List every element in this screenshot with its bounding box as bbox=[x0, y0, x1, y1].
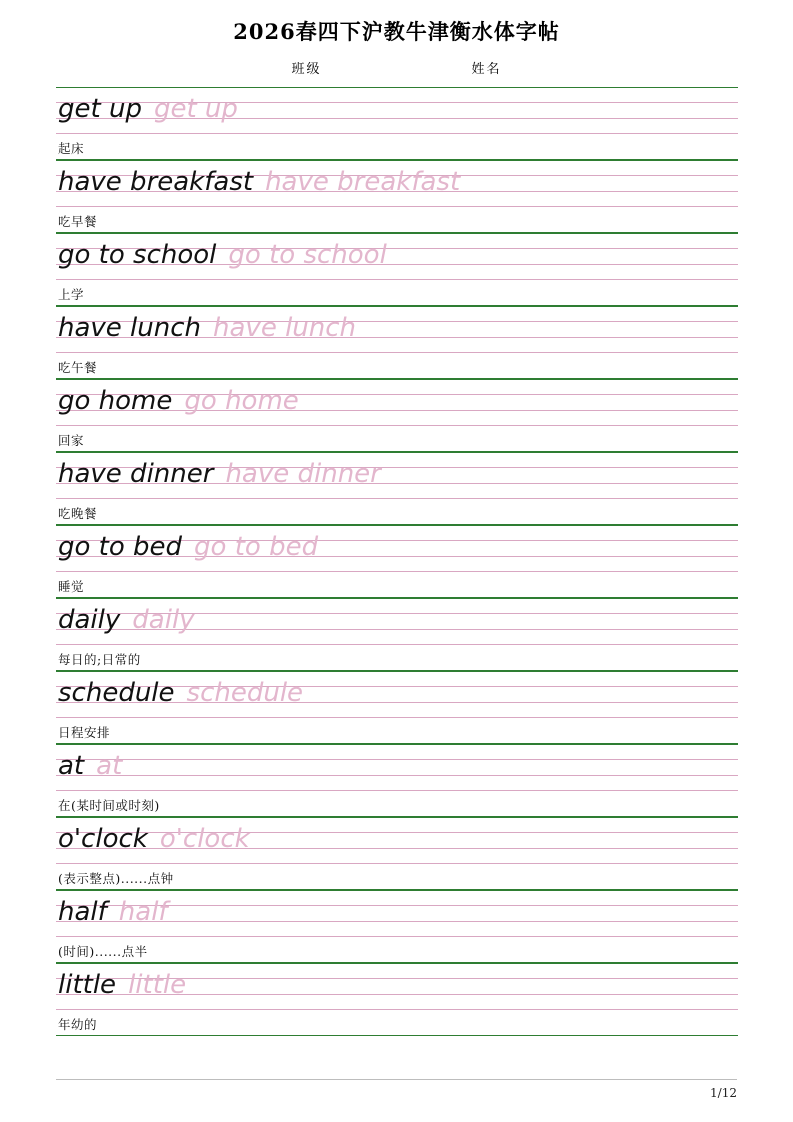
writing-staff bbox=[56, 87, 738, 134]
page-title: 2026春四下沪教牛津衡水体字帖 bbox=[233, 19, 560, 44]
word-trace-text: at bbox=[96, 750, 123, 781]
staff-line-top bbox=[56, 744, 738, 745]
practice-entry bbox=[56, 233, 738, 306]
writing-staff bbox=[56, 306, 738, 353]
translation-row bbox=[56, 718, 738, 744]
word-text: go to school bbox=[58, 239, 217, 270]
translation-row bbox=[56, 937, 738, 963]
footer-divider bbox=[56, 1079, 737, 1080]
writing-staff bbox=[56, 160, 738, 207]
word-text: have dinner bbox=[58, 458, 214, 489]
translation-row bbox=[56, 791, 738, 817]
practice-entry bbox=[56, 817, 738, 890]
word-layer bbox=[58, 963, 186, 1010]
class-label: 班级 bbox=[291, 62, 322, 77]
word-trace-text: go home bbox=[184, 385, 299, 416]
word-layer bbox=[58, 379, 299, 426]
translation-row bbox=[56, 353, 738, 379]
translation-row bbox=[56, 1010, 738, 1036]
translation-row bbox=[56, 207, 738, 233]
translation-row bbox=[56, 134, 738, 160]
practice-entry bbox=[56, 379, 738, 452]
word-layer bbox=[58, 87, 238, 134]
translation-text: (时间)......点半 bbox=[58, 944, 148, 959]
word-trace-text: daily bbox=[132, 604, 195, 635]
writing-staff bbox=[56, 233, 738, 280]
practice-entry bbox=[56, 452, 738, 525]
page-number: 1/12 bbox=[710, 1086, 737, 1100]
writing-staff bbox=[56, 817, 738, 864]
word-text: half bbox=[58, 896, 107, 927]
translation-text: 吃早餐 bbox=[58, 214, 98, 229]
word-trace-text: little bbox=[128, 969, 187, 1000]
student-info-row bbox=[0, 58, 793, 77]
word-text: go home bbox=[58, 385, 173, 416]
writing-staff bbox=[56, 963, 738, 1010]
writing-staff bbox=[56, 379, 738, 426]
word-layer bbox=[58, 744, 122, 791]
word-layer bbox=[58, 306, 356, 353]
word-text: o'clock bbox=[58, 823, 148, 854]
word-trace-text: schedule bbox=[186, 677, 304, 708]
writing-staff bbox=[56, 671, 738, 718]
word-text: get up bbox=[58, 93, 142, 124]
practice-entry bbox=[56, 87, 738, 160]
translation-text: 日程安排 bbox=[58, 725, 111, 740]
practice-entry bbox=[56, 744, 738, 817]
page-footer bbox=[56, 1079, 737, 1100]
word-text: daily bbox=[58, 604, 121, 635]
word-text: little bbox=[58, 969, 117, 1000]
word-trace-text: have breakfast bbox=[265, 166, 461, 197]
translation-row bbox=[56, 645, 738, 671]
word-trace-text: half bbox=[118, 896, 168, 927]
word-trace-text: get up bbox=[153, 93, 238, 124]
practice-sheet bbox=[56, 87, 738, 1036]
translation-text: 上学 bbox=[58, 287, 85, 302]
staff-line-upper-mid bbox=[56, 759, 738, 760]
word-text: schedule bbox=[58, 677, 175, 708]
practice-entry bbox=[56, 160, 738, 233]
word-trace-text: have lunch bbox=[213, 312, 357, 343]
writing-staff bbox=[56, 452, 738, 499]
practice-entry bbox=[56, 890, 738, 963]
translation-text: 吃午餐 bbox=[58, 360, 98, 375]
word-layer bbox=[58, 671, 303, 718]
word-trace-text: have dinner bbox=[225, 458, 381, 489]
translation-text: 年幼的 bbox=[58, 1017, 98, 1032]
word-text: go to bed bbox=[58, 531, 183, 562]
practice-entry bbox=[56, 525, 738, 598]
word-layer bbox=[58, 890, 168, 937]
translation-text: 起床 bbox=[58, 141, 85, 156]
word-text: have breakfast bbox=[58, 166, 254, 197]
translation-row bbox=[56, 426, 738, 452]
practice-entry bbox=[56, 306, 738, 379]
translation-text: (表示整点)......点钟 bbox=[58, 871, 174, 886]
translation-row bbox=[56, 280, 738, 306]
writing-staff bbox=[56, 890, 738, 937]
translation-row bbox=[56, 864, 738, 890]
entry-divider bbox=[56, 1035, 738, 1036]
practice-entry bbox=[56, 671, 738, 744]
practice-entry bbox=[56, 598, 738, 671]
staff-line-lower-mid bbox=[56, 775, 738, 776]
word-layer bbox=[58, 525, 318, 572]
translation-text: 在(某时间或时刻) bbox=[58, 798, 160, 813]
word-trace-text: go to bed bbox=[194, 531, 319, 562]
writing-staff bbox=[56, 744, 738, 791]
word-layer bbox=[58, 598, 195, 645]
translation-text: 睡觉 bbox=[58, 579, 85, 594]
word-text: have lunch bbox=[58, 312, 202, 343]
translation-text: 每日的;日常的 bbox=[58, 652, 141, 667]
word-layer bbox=[58, 817, 250, 864]
word-trace-text: go to school bbox=[228, 239, 387, 270]
word-trace-text: o'clock bbox=[159, 823, 250, 854]
word-layer bbox=[58, 452, 381, 499]
translation-text: 回家 bbox=[58, 433, 85, 448]
word-text: at bbox=[58, 750, 85, 781]
practice-entry bbox=[56, 963, 738, 1036]
writing-staff bbox=[56, 598, 738, 645]
translation-row bbox=[56, 572, 738, 598]
word-layer bbox=[58, 233, 387, 280]
translation-text: 吃晚餐 bbox=[58, 506, 98, 521]
word-layer bbox=[58, 160, 460, 207]
writing-staff bbox=[56, 525, 738, 572]
translation-row bbox=[56, 499, 738, 525]
name-label: 姓名 bbox=[471, 62, 502, 77]
